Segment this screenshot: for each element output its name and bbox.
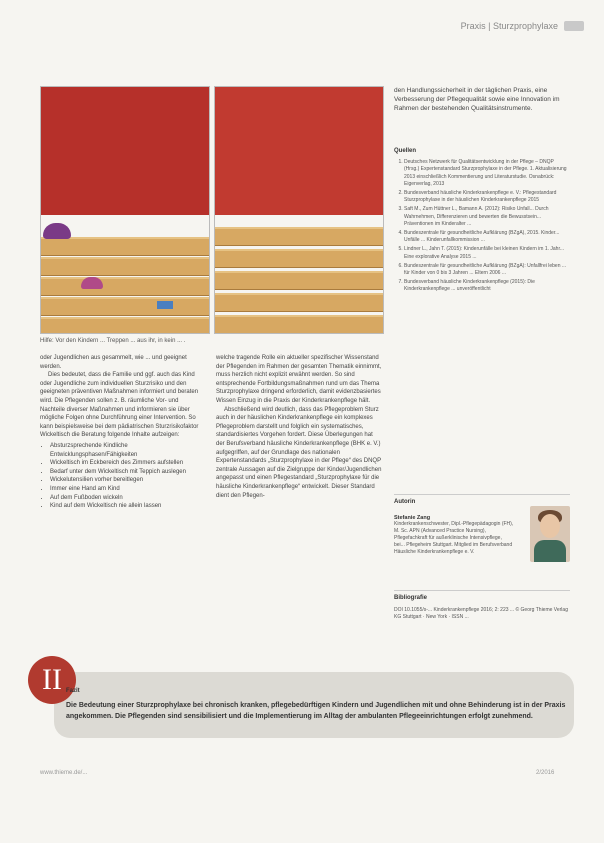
source-item: 5. Lindner L., Jahn T. (2015): Kinderunfälle bei kleinen Kindern im 1. Jahr... Eine explorative Analyse 2015 ... [404, 246, 570, 260]
sources-list [394, 159, 570, 293]
author-box [394, 494, 570, 556]
list-item: • Bedarf unter dem Wickeltisch mit Teppich auslegen [50, 468, 204, 477]
paragraph: den Handlungssicherheit in der täglichen Praxis, eine Verbesserung der Pflegequalität sowie eine Innovation im Rahmen der bestehenden Qualitätsinstrumente. [394, 87, 560, 112]
paragraph: Abschließend wird deutlich, dass das Pflegeproblem Sturz auch in der häuslichen Kinderkrankenpflege ein komplexes Pflegeproblem darstellt und folglich ein systematisches, standardisiertes Vorgehen fordert. Diese Überlegungen hat der Berufsverband häusliche Kinderkrankenpflege (BHK e. V.) aufgegriffen, auf der Grundlage des nationalen Expertenstandards „Sturzprophylaxe in der Pflege“ des DNQP zentrale Aussagen auf die Zielgruppe der Kinder/Jugendlichen angepasst und einen Pflegestandard „Sturzprophylaxe für die häusliche Kinderkrankenpflege“ entwickelt. Dieser Standard dient den Pflegen- [216, 406, 382, 499]
list-item: • Kind auf dem Wickeltisch nie allein lassen [50, 502, 204, 511]
source-item: 2. Bundesverband häusliche Kinderkrankenpflege e. V.: Pflegestandard Sturzprophylaxe in der häuslichen Kinderkrankenpflege 2015 [404, 190, 570, 204]
list-item: • Auf dem Fußboden wickeln [50, 494, 204, 503]
helmet-icon [43, 223, 71, 239]
list-item: • Immer eine Hand am Kind [50, 485, 204, 494]
list-item: • Wickeltisch im Eckbereich des Zimmers aufstellen [50, 459, 204, 468]
author-heading: Autorin [394, 494, 570, 505]
summary-icon: II [28, 656, 76, 704]
list-item: • Absturzsprechende Kindliche Entwicklungsphasen/Fähigkeiten [50, 442, 204, 459]
summary-text: Die Bedeutung einer Sturzprophylaxe bei chronisch kranken, pflegebedürftigen Kindern und Jugendlichen mit und ohne Behinderung ist in der Praxis angekommen. Die Pflegenden sind sensibilisiert und die Implementierung im Alltag der ambulanten Pflegeeinrichtungen erfolgt zunehmend. [66, 702, 566, 720]
sources-title: Quellen [394, 148, 417, 154]
running-header [404, 18, 584, 34]
source-item: 4. Bundeszentrale für gesundheitliche Aufklärung (BZgA), 2015. Kinder... Unfälle ... Kinderunfallkommission ... [404, 230, 570, 244]
source-item: 3. Saft M., Zum Hüttner L., Bamann A. (2012): Risiko Unfall... Durch Wahrnehmen, Differenzieren und bewerten die Bewusstsein... Präventionen im Kinderalter ... [404, 206, 570, 228]
avatar [530, 506, 570, 562]
helmet-icon [81, 277, 103, 289]
page-badge [564, 21, 584, 31]
footer-issue: 2/2016 [536, 770, 555, 776]
bibliography-heading: Bibliografie [394, 590, 570, 601]
source-item: 1. Deutsches Netzwerk für Qualitätsentwicklung in der Pflege – DNQP (Hrsg.) Expertenstandard Sturzprophylaxe in der Pflege. 1. Aktualisierung 2013 einschließlich Kommentierung und Literaturstudie. Osnabrück: Eigenverlag, 2013 [404, 159, 570, 188]
sources-box [394, 148, 570, 296]
footer-url: www.thieme.de/... [40, 770, 88, 776]
paragraph: oder Jugendlichen aus gesammelt, wie ... und geeignet werden. [40, 355, 187, 370]
stair-photo-left [40, 86, 210, 334]
summary-label: Fazit [66, 688, 80, 694]
author-name: Stefanie Zang [394, 515, 431, 521]
toy-icon [157, 301, 173, 309]
photo-caption: Hilfe: Vor den Kindern ... Treppen ... aus ihr, in kein ... . [40, 338, 186, 344]
advice-list [40, 442, 204, 511]
source-item: 7. Bundesverband häusliche Kinderkrankenpflege (2015): Die Kinderkrankenpflege ... unveröffentlicht [404, 279, 570, 293]
source-item: 6. Bundeszentrale für gesundheitliche Aufklärung (BZgA): Unfallfrei leben ... für Kinder von 0 bis 3 Jahren ... Eltern 2006 ... [404, 263, 570, 277]
author-bio: Kinderkrankenschwester, Dipl.-Pflegepädagogin (FH), M. Sc. APN (Advanced Practice Nursing), Pflegefachkraft für außerklinische Intensivpflege, bei... Pflegeheim Stuttgart. Mitglied im Berufsverband Häusliche Kinderkrankenpflege e. V. [394, 521, 514, 555]
section-label: Praxis | Sturzprophylaxe [460, 21, 558, 31]
text-column-middle [216, 354, 382, 500]
text-column-right [394, 86, 570, 113]
paragraph: Dies bedeutet, dass die Familie und ggf. auch das Kind oder Jugendliche zum individuellen Sturzrisiko und den geeigneten präventiven Maßnahmen informiert und beraten wird. Die Pflegenden sollen z. B. räumliche Vor- und Nachteile diverser Maßnahmen und informieren sie über mögliche Folgen ohne Durchführung einer Intervention. So kann beispielsweise bei dem pädiatrischen Sturzrisikofaktor Wickeltisch die Beratung folgende Inhalte aufzeigen: [40, 372, 199, 439]
bibliography-text: DOI 10.1055/s-... Kinderkrankenpflege 2016; 2: 223 ... © Georg Thieme Verlag KG Stuttgart · New York · ISSN ... [394, 607, 568, 620]
bibliography-box [394, 590, 570, 621]
paragraph: welche tragende Rolle ein aktueller spezifischer Wissenstand der Pflegenden im Rahmen der gesamten Thematik einnimmt, muss herzlich nicht explizit erwähnt werden. So sind entsprechende Fortbildungsmaßnahmen rund um das Thema Sturzprophylaxe dringend erforderlich, damit evidenzbasiertes Wissen Einzug in die Praxis der Kinderkrankenpflege hält. [216, 355, 382, 404]
stair-photo-right [214, 86, 384, 334]
list-item: • Wickelutensilien vorher bereitlegen [50, 476, 204, 485]
text-column-left [40, 354, 204, 511]
